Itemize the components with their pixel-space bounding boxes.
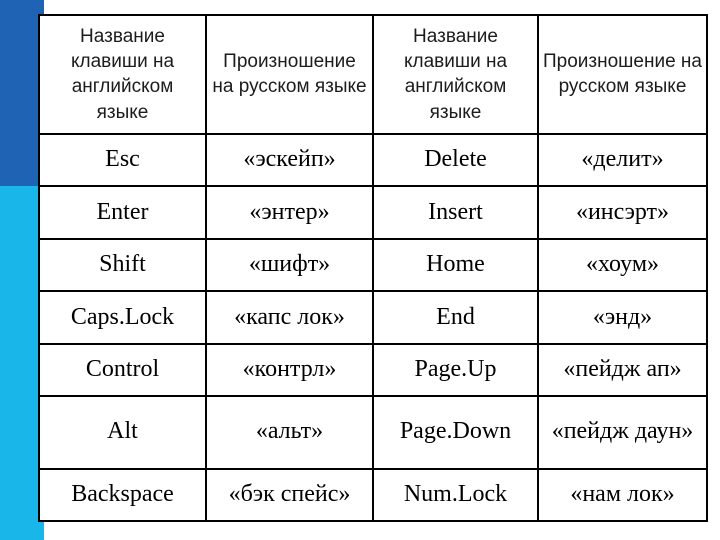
key-name-cell: Num.Lock	[373, 469, 538, 521]
table-row	[39, 469, 707, 521]
key-name-cell: Home	[373, 239, 538, 291]
table-row	[39, 344, 707, 396]
key-name-cell: End	[373, 291, 538, 343]
header-key-name-en-2: Название клавиши на английском языке	[373, 15, 538, 134]
pronunciation-cell: «контрл»	[206, 344, 373, 396]
key-name-cell: Shift	[39, 239, 206, 291]
table-header-row	[39, 15, 707, 134]
pronunciation-cell: «пейдж даун»	[538, 396, 707, 469]
table-row	[39, 186, 707, 238]
table-row	[39, 134, 707, 186]
key-name-cell: Alt	[39, 396, 206, 469]
key-name-cell: Esc	[39, 134, 206, 186]
pronunciation-cell: «эскейп»	[206, 134, 373, 186]
table-row	[39, 291, 707, 343]
key-name-cell: Control	[39, 344, 206, 396]
pronunciation-cell: «делит»	[538, 134, 707, 186]
pronunciation-cell: «капс лок»	[206, 291, 373, 343]
pronunciation-cell: «бэк спейс»	[206, 469, 373, 521]
pronunciation-cell: «пейдж ап»	[538, 344, 707, 396]
key-name-cell: Page.Down	[373, 396, 538, 469]
keyboard-keys-table	[38, 14, 708, 522]
key-name-cell: Page.Up	[373, 344, 538, 396]
header-pronunciation-ru-1: Произношение на русском языке	[206, 15, 373, 134]
key-name-cell: Backspace	[39, 469, 206, 521]
pronunciation-cell: «нам лок»	[538, 469, 707, 521]
pronunciation-cell: «инсэрт»	[538, 186, 707, 238]
key-name-cell: Insert	[373, 186, 538, 238]
pronunciation-cell: «энтер»	[206, 186, 373, 238]
header-pronunciation-ru-2: Произношение на русском языке	[538, 15, 707, 134]
pronunciation-cell: «энд»	[538, 291, 707, 343]
pronunciation-cell: «шифт»	[206, 239, 373, 291]
header-key-name-en-1: Название клавиши на английском языке	[39, 15, 206, 134]
key-name-cell: Caps.Lock	[39, 291, 206, 343]
key-name-cell: Delete	[373, 134, 538, 186]
pronunciation-cell: «альт»	[206, 396, 373, 469]
table-row	[39, 396, 707, 469]
pronunciation-cell: «хоум»	[538, 239, 707, 291]
table-row	[39, 239, 707, 291]
key-name-cell: Enter	[39, 186, 206, 238]
